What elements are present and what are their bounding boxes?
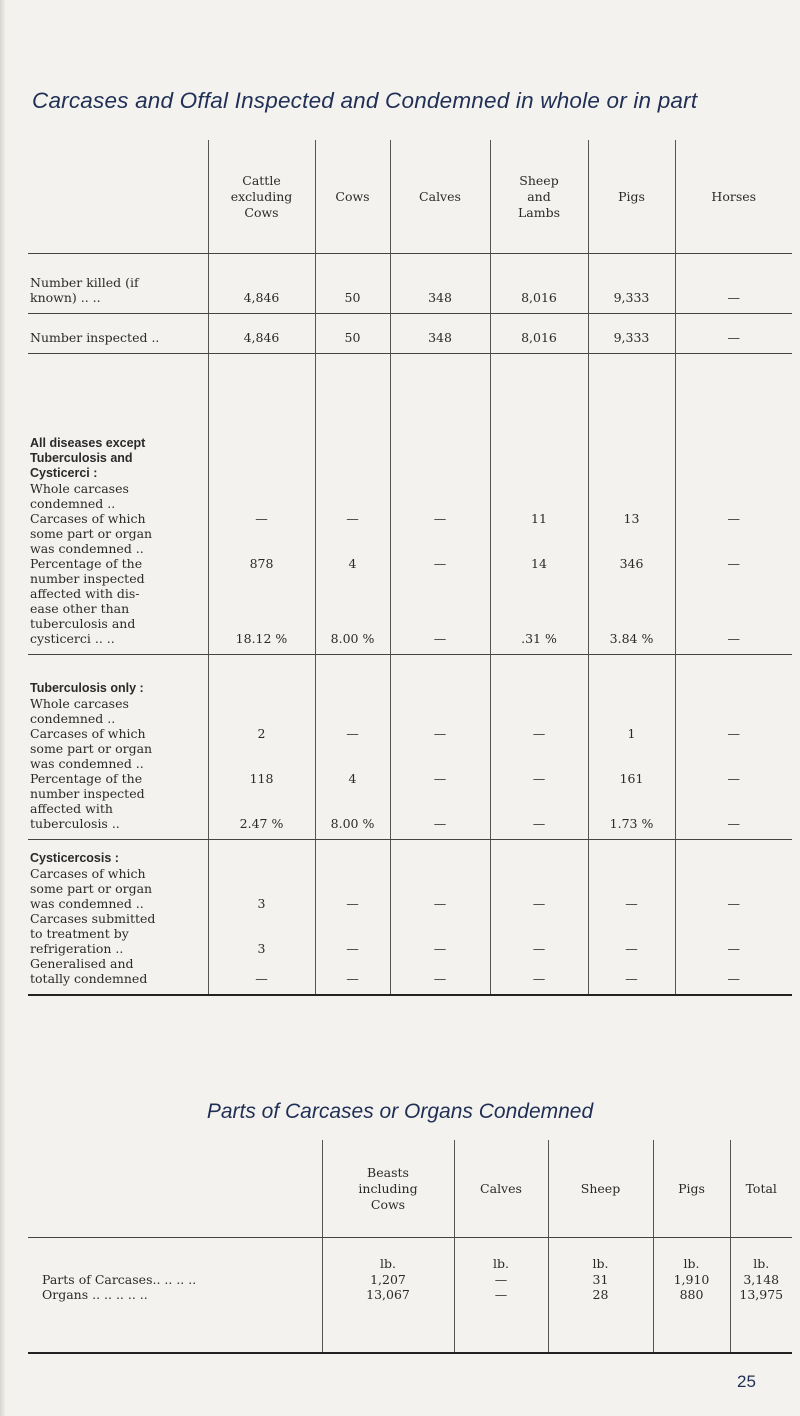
row-label-group: Tuberculosis only : Whole carcases condemned .. Carcases of which some part or organ was condemned .. Percentage of the number inspected affected with tuberculosis .. [28,655,208,840]
cell-stack: 1 161 1.73 % [588,655,675,840]
cell-stack: — — — [390,655,490,840]
cell-stack: — 4 8.00 % [315,354,390,655]
cell: — [675,314,792,354]
col-header-cows: Cows [315,140,390,254]
cell: 348 [390,314,490,354]
cell: 8,016 [490,254,588,314]
cell: 8,016 [490,314,588,354]
row-number-killed [28,254,792,314]
row-group-tuberculosis [28,655,792,840]
row-label-parts: Parts of Carcases.. .. .. .. [42,1271,197,1287]
cell-stack: — — — [390,840,490,995]
col-total: lb. 3,148 13,975 [730,1238,792,1354]
col-sheep: lb. 31 28 [548,1238,653,1354]
cell-stack: 13 346 3.84 % [588,354,675,655]
parts-condemned-table [28,1140,792,1354]
page-edge-shadow [0,0,6,1416]
table1-header-row [28,140,792,254]
cell: — [675,254,792,314]
row-label: Number killed (if known) .. .. [28,254,208,314]
row-label-group: All diseases except Tuberculosis and Cysticerci : Whole carcases condemned .. Carcases of which some part or organ was condemned .. Percentage of the number inspected affected with dis- ease other than tuberculosis and cysticerci .. .. [28,354,208,655]
cell-stack: — — — [490,840,588,995]
cell: 9,333 [588,254,675,314]
cell: 4,846 [208,254,315,314]
page-number: 25 [737,1372,756,1391]
carcases-inspected-table [28,140,792,996]
cell-stack: — 878 18.12 % [208,354,315,655]
col-header-beasts: Beasts including Cows [322,1140,454,1238]
cell-stack: 2 118 2.47 % [208,655,315,840]
col-header-sheep: Sheep and Lambs [490,140,588,254]
cell-stack: 11 14 .31 % [490,354,588,655]
cell: 50 [315,314,390,354]
cell-stack: — — — [390,354,490,655]
cell-stack: — — — [490,655,588,840]
col-header-total: Total [730,1140,792,1238]
col-header-pigs: Pigs [588,140,675,254]
cell: 348 [390,254,490,314]
cell-stack: — — — [675,354,792,655]
cell-stack: — — — [675,840,792,995]
row-group-all-diseases [28,354,792,655]
table2-header-row [28,1140,792,1238]
table1-corner [28,140,208,254]
cell-stack: 3 3 — [208,840,315,995]
page-title: Carcases and Offal Inspected and Condemned in whole or in part [32,88,698,113]
cell-stack: — — — [588,840,675,995]
col-header-calves: Calves [454,1140,548,1238]
col-header-sheep: Sheep [548,1140,653,1238]
row-label-organs: Organs .. .. .. .. .. [42,1287,148,1302]
table2-body-row [28,1238,792,1354]
cell: 4,846 [208,314,315,354]
row-number-inspected [28,314,792,354]
col-header-cattle: Cattle excluding Cows [208,140,315,254]
cell: 50 [315,254,390,314]
col-pigs: lb. 1,910 880 [653,1238,730,1354]
section-subtitle: Parts of Carcases or Organs Condemned [206,1100,594,1123]
cell-stack: — — — [675,655,792,840]
row-group-cysticercosis [28,840,792,995]
cell-stack: — 4 8.00 % [315,655,390,840]
row-label-group: Cysticercosis : Carcases of which some part or organ was condemned .. Carcases submitted to treatment by refrigeration .. Generalised and totally condemned [28,840,208,995]
cell-stack: — — — [315,840,390,995]
cell: 9,333 [588,314,675,354]
row-labels [28,1238,322,1354]
col-beasts: lb. 1,207 13,067 [322,1238,454,1354]
col-header-pigs: Pigs [653,1140,730,1238]
row-label: Number inspected .. [28,314,208,354]
table2-corner [28,1140,322,1238]
col-calves: lb. — — [454,1238,548,1354]
col-header-calves: Calves [390,140,490,254]
col-header-horses: Horses [675,140,792,254]
